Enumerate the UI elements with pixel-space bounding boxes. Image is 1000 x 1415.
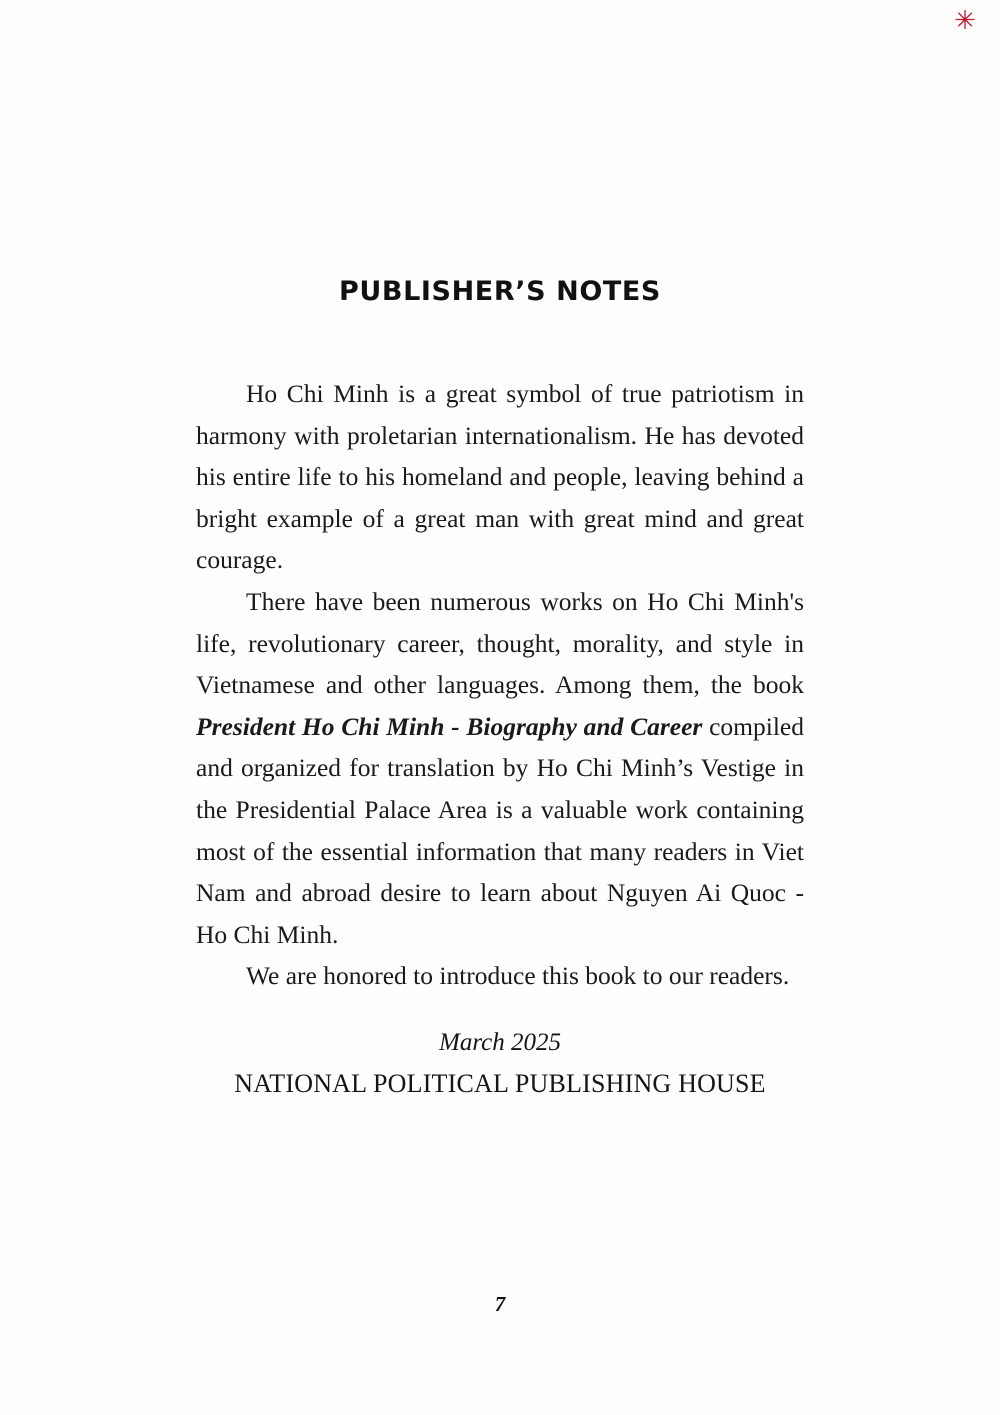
paragraph-3: We are honored to introduce this book to our readers. — [246, 961, 790, 991]
paragraph-2-before: There have been numerous works on Ho Chi Minh's life, revolutionary career, thought, morality, and style in Vietnamese and other languages. Among them, the book — [196, 586, 804, 700]
paragraph-1: Ho Chi Minh is a great symbol of true patriotism in harmony with proletarian internationalism. He has devoted his entire life to his homeland and people, leaving behind a bright example of a great man with great mind and great courage. — [196, 379, 804, 575]
paragraph-2 — [196, 581, 804, 955]
paragraph-2-after: compiled and organized for translation by Ho Chi Minh’s Vestige in the Presidential Palace Area is a valuable work containing most of the essential information that many readers in Viet Nam and abroad desire to learn about Nguyen Ai Quoc - Ho Chi Minh. — [196, 711, 805, 949]
asterisk-flower-icon: ✳ — [954, 6, 976, 35]
signoff-block — [196, 1023, 804, 1105]
page-title: PUBLISHER’S NOTES — [339, 276, 661, 307]
signoff-date: March 2025 — [439, 1028, 561, 1056]
page-content — [196, 0, 804, 1105]
book-title-emphasis: President Ho Chi Minh - Biography and Career — [196, 711, 703, 741]
page-number: 7 — [494, 1292, 506, 1316]
signoff-publisher: NATIONAL POLITICAL PUBLISHING HOUSE — [234, 1068, 766, 1098]
